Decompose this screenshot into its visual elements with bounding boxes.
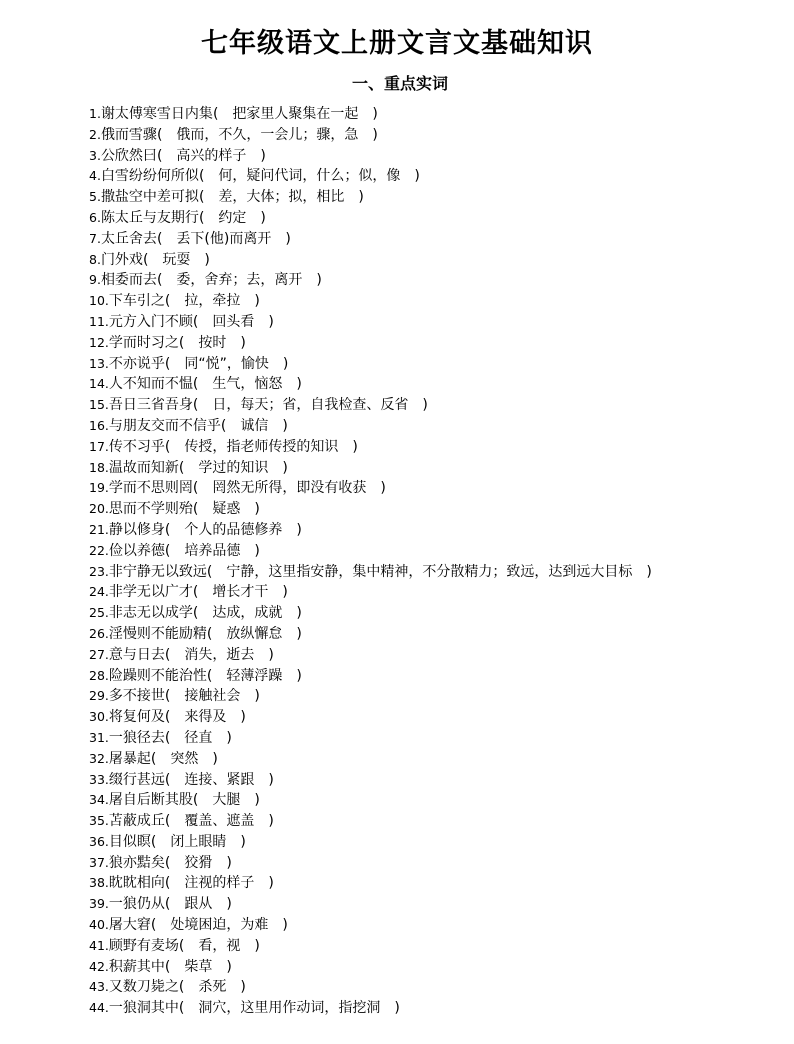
list-item — [89, 312, 652, 333]
close-parenthesis: ) — [226, 854, 232, 871]
entry-number: 19. — [89, 480, 109, 496]
entry-number: 35. — [89, 813, 109, 829]
list-item — [89, 104, 652, 125]
open-parenthesis: ( — [164, 438, 171, 455]
list-item — [89, 582, 652, 603]
close-parenthesis: ) — [268, 771, 274, 788]
entry-number: 18. — [89, 459, 109, 475]
list-item — [89, 707, 652, 728]
entry-meaning: 玩耍 — [162, 251, 191, 268]
close-parenthesis: ) — [240, 709, 246, 726]
entry-phrase: 与朋友交而不信乎 — [108, 417, 221, 434]
entry-number: 7. — [89, 230, 101, 246]
list-item — [89, 270, 652, 291]
close-parenthesis: ) — [260, 147, 266, 164]
entry-meaning: 柴草 — [184, 958, 213, 975]
close-parenthesis: ) — [204, 251, 210, 268]
entry-meaning: 差，大体；拟，相比 — [218, 189, 345, 206]
open-parenthesis: ( — [178, 979, 185, 996]
close-parenthesis: ) — [226, 896, 232, 913]
entry-phrase: 人不知而不愠 — [108, 376, 193, 393]
entry-number: 23. — [89, 563, 109, 579]
entry-meaning: 传授，指老师传授的知识 — [184, 438, 339, 455]
entry-meaning: 回头看 — [212, 313, 255, 330]
entry-number: 15. — [89, 397, 109, 413]
entry-phrase: 谢太傅寒雪日内集 — [100, 106, 213, 122]
close-parenthesis: ) — [414, 168, 420, 185]
entry-meaning: 罔然无所得，即没有收获 — [212, 480, 367, 497]
entry-phrase: 传不习乎 — [108, 438, 165, 455]
entry-number: 2. — [89, 126, 101, 142]
list-item — [89, 645, 652, 666]
entry-meaning: 注视的样子 — [184, 875, 255, 892]
entry-phrase: 一狼仍从 — [108, 896, 165, 913]
entry-meaning: 闭上眼睛 — [170, 833, 227, 850]
open-parenthesis: ( — [212, 106, 219, 122]
entry-phrase: 意与日去 — [108, 646, 165, 663]
entry-meaning: 培养品德 — [184, 542, 241, 559]
entry-meaning: 学过的知识 — [198, 459, 269, 476]
close-parenthesis: ) — [254, 688, 260, 705]
open-parenthesis: ( — [164, 521, 171, 538]
entry-meaning: 轻薄浮躁 — [226, 667, 283, 684]
open-parenthesis: ( — [178, 937, 185, 954]
entry-phrase: 又数刀毙之 — [108, 979, 179, 996]
list-item — [89, 749, 652, 770]
entry-phrase: 相委而去 — [100, 272, 157, 289]
entry-meaning: 个人的品德修养 — [184, 521, 283, 538]
close-parenthesis: ) — [282, 355, 289, 372]
list-item — [89, 250, 652, 271]
section-heading: 一、重点实词 — [351, 74, 448, 93]
entry-meaning: 丢下(他)而离开 — [176, 230, 272, 247]
close-parenthesis: ) — [372, 126, 378, 143]
close-parenthesis: ) — [254, 937, 260, 954]
entry-phrase: 不亦说乎 — [108, 355, 165, 372]
close-parenthesis: ) — [352, 438, 358, 455]
close-parenthesis: ) — [282, 584, 288, 601]
entry-phrase: 吾日三省吾身 — [108, 397, 193, 414]
entry-meaning: 覆盖、遮盖 — [184, 813, 255, 830]
open-parenthesis: ( — [164, 729, 171, 746]
entry-number: 3. — [89, 147, 101, 163]
list-item — [89, 374, 652, 395]
close-parenthesis: ) — [380, 480, 386, 497]
entry-meaning: 日，每天；省，自我检查、反省 — [212, 397, 409, 414]
entry-number: 24. — [89, 584, 109, 600]
entry-meaning: 把家里人聚集在一起 — [232, 106, 359, 122]
list-item — [89, 520, 652, 541]
entry-meaning: 接触社会 — [184, 688, 241, 705]
entry-phrase: 积薪其中 — [108, 958, 165, 975]
list-item — [89, 478, 652, 499]
entry-number: 39. — [89, 896, 109, 912]
entry-phrase: 苫蔽成丘 — [108, 813, 165, 830]
entry-meaning: 按时 — [198, 334, 227, 351]
close-parenthesis: ) — [240, 833, 246, 850]
open-parenthesis: ( — [192, 605, 199, 622]
entry-number: 44. — [89, 1000, 109, 1016]
close-parenthesis: ) — [254, 501, 260, 518]
list-item — [89, 458, 652, 479]
close-parenthesis: ) — [282, 459, 288, 476]
entry-number: 40. — [89, 917, 109, 933]
open-parenthesis: ( — [178, 1000, 185, 1017]
open-parenthesis: ( — [206, 667, 213, 684]
list-item — [89, 977, 652, 998]
list-item — [89, 770, 652, 791]
open-parenthesis: ( — [220, 417, 227, 434]
open-parenthesis: ( — [164, 646, 171, 663]
open-parenthesis: ( — [192, 792, 199, 809]
open-parenthesis: ( — [192, 313, 199, 330]
close-parenthesis: ) — [260, 209, 266, 226]
close-parenthesis: ) — [282, 417, 288, 434]
list-item — [89, 603, 652, 624]
close-parenthesis: ) — [254, 293, 260, 310]
open-parenthesis: ( — [198, 209, 205, 226]
entry-meaning: 疑惑 — [212, 501, 241, 518]
entry-number: 31. — [89, 729, 109, 745]
open-parenthesis: ( — [164, 771, 171, 788]
list-item — [89, 333, 652, 354]
entry-number: 41. — [89, 937, 109, 953]
list-item — [89, 624, 652, 645]
open-parenthesis: ( — [164, 958, 171, 975]
entry-number: 8. — [89, 251, 101, 267]
entry-phrase: 缀行甚远 — [108, 771, 165, 788]
entry-phrase: 白雪纷纷何所似 — [100, 168, 199, 185]
open-parenthesis: ( — [150, 833, 157, 850]
entry-number: 20. — [89, 501, 109, 517]
list-item — [89, 354, 652, 375]
entry-phrase: 陈太丘与友期行 — [100, 209, 199, 226]
entry-phrase: 屠暴起 — [108, 750, 151, 767]
list-item — [89, 998, 652, 1019]
entry-phrase: 太丘舍去 — [100, 230, 157, 247]
open-parenthesis: ( — [156, 147, 163, 164]
open-parenthesis: ( — [164, 542, 171, 559]
close-parenthesis: ) — [296, 605, 302, 622]
close-parenthesis: ) — [226, 958, 232, 975]
entry-phrase: 顾野有麦场 — [108, 937, 179, 954]
open-parenthesis: ( — [164, 709, 171, 726]
list-item — [89, 936, 652, 957]
entry-meaning: 同“悦”，愉快 — [184, 355, 269, 372]
list-item — [89, 416, 652, 437]
entry-number: 1. — [89, 106, 101, 121]
open-parenthesis: ( — [198, 189, 205, 206]
entry-phrase: 非学无以广才 — [108, 584, 193, 601]
close-parenthesis: ) — [358, 189, 364, 206]
entry-phrase: 屠自后断其股 — [108, 792, 193, 809]
entry-meaning: 生气，恼怒 — [212, 376, 283, 393]
list-item — [89, 873, 652, 894]
vocabulary-list — [89, 104, 652, 1019]
entry-phrase: 一狼洞其中 — [108, 1000, 179, 1017]
entry-phrase: 淫慢则不能励精 — [108, 625, 207, 642]
entry-number: 38. — [89, 875, 109, 891]
entry-number: 28. — [89, 667, 109, 683]
entry-number: 36. — [89, 833, 109, 849]
entry-number: 13. — [89, 355, 109, 371]
list-item — [89, 790, 652, 811]
list-item — [89, 562, 652, 583]
list-item — [89, 832, 652, 853]
list-item — [89, 125, 652, 146]
entry-phrase: 险躁则不能治性 — [108, 667, 207, 684]
entry-number: 6. — [89, 209, 101, 225]
open-parenthesis: ( — [142, 251, 149, 268]
open-parenthesis: ( — [164, 293, 171, 310]
open-parenthesis: ( — [164, 896, 171, 913]
entry-number: 42. — [89, 958, 109, 974]
open-parenthesis: ( — [192, 397, 199, 414]
entry-meaning: 高兴的样子 — [176, 147, 247, 164]
entry-meaning: 委，舍弃；去，离开 — [176, 272, 303, 289]
entry-phrase: 多不接世 — [108, 688, 165, 705]
entry-phrase: 狼亦黠矣 — [108, 854, 165, 871]
open-parenthesis: ( — [156, 272, 163, 289]
entry-meaning: 约定 — [218, 209, 247, 226]
list-item — [89, 686, 652, 707]
entry-phrase: 目似瞑 — [108, 833, 151, 850]
entry-phrase: 一狼径去 — [108, 729, 165, 746]
open-parenthesis: ( — [164, 355, 171, 372]
entry-phrase: 公欣然曰 — [100, 147, 157, 164]
entry-meaning: 径直 — [184, 729, 213, 746]
entry-phrase: 思而不学则殆 — [108, 501, 193, 518]
entry-phrase: 学而不思则罔 — [108, 480, 193, 497]
close-parenthesis: ) — [372, 106, 378, 122]
entry-meaning: 达成，成就 — [212, 605, 283, 622]
open-parenthesis: ( — [150, 750, 157, 767]
entry-phrase: 学而时习之 — [108, 334, 179, 351]
entry-number: 26. — [89, 625, 109, 641]
entry-meaning: 放纵懈怠 — [226, 625, 283, 642]
entry-number: 27. — [89, 646, 109, 662]
entry-phrase: 屠大窘 — [108, 917, 151, 934]
list-item — [89, 208, 652, 229]
page-title: 七年级语文上册文言文基础知识 — [201, 28, 593, 59]
close-parenthesis: ) — [296, 376, 302, 393]
entry-number: 5. — [89, 189, 101, 205]
entry-meaning: 大腿 — [212, 792, 241, 809]
close-parenthesis: ) — [254, 542, 260, 559]
entry-number: 37. — [89, 854, 109, 870]
entry-meaning: 诚信 — [240, 417, 269, 434]
open-parenthesis: ( — [156, 230, 163, 247]
close-parenthesis: ) — [268, 813, 274, 830]
entry-number: 22. — [89, 542, 109, 558]
close-parenthesis: ) — [226, 729, 232, 746]
entry-meaning: 增长才干 — [212, 584, 269, 601]
entry-number: 14. — [89, 376, 109, 392]
entry-phrase: 非志无以成学 — [108, 605, 193, 622]
open-parenthesis: ( — [192, 501, 199, 518]
list-item — [89, 166, 652, 187]
close-parenthesis: ) — [316, 272, 322, 289]
list-item — [89, 541, 652, 562]
entry-phrase: 下车引之 — [108, 293, 165, 310]
close-parenthesis: ) — [240, 979, 246, 996]
open-parenthesis: ( — [192, 584, 199, 601]
entry-phrase: 眈眈相向 — [108, 875, 165, 892]
entry-number: 30. — [89, 709, 109, 725]
entry-meaning: 看，视 — [198, 937, 241, 954]
entry-phrase: 门外戏 — [100, 251, 143, 268]
open-parenthesis: ( — [164, 875, 171, 892]
list-item — [89, 229, 652, 250]
list-item — [89, 957, 652, 978]
close-parenthesis: ) — [285, 230, 291, 247]
entry-number: 11. — [89, 313, 109, 329]
entry-phrase: 俄而雪骤 — [100, 126, 157, 143]
close-parenthesis: ) — [254, 792, 260, 809]
list-item — [89, 291, 652, 312]
entry-number: 43. — [89, 979, 109, 995]
entry-meaning: 连接、紧跟 — [184, 771, 255, 788]
list-item — [89, 811, 652, 832]
list-item — [89, 666, 652, 687]
open-parenthesis: ( — [178, 334, 185, 351]
close-parenthesis: ) — [268, 313, 274, 330]
open-parenthesis: ( — [164, 813, 171, 830]
close-parenthesis: ) — [296, 667, 302, 684]
list-item — [89, 853, 652, 874]
list-item — [89, 499, 652, 520]
entry-number: 9. — [89, 272, 101, 288]
close-parenthesis: ) — [212, 750, 218, 767]
entry-number: 34. — [89, 792, 109, 808]
entry-phrase: 撒盐空中差可拟 — [100, 189, 199, 206]
entry-meaning: 来得及 — [184, 709, 227, 726]
list-item — [89, 395, 652, 416]
entry-meaning: 拉，牵拉 — [184, 293, 241, 310]
entry-phrase: 将复何及 — [108, 709, 165, 726]
list-item — [89, 915, 652, 936]
entry-meaning: 处境困迫，为难 — [170, 917, 269, 934]
entry-meaning: 跟从 — [184, 896, 213, 913]
close-parenthesis: ) — [240, 334, 246, 351]
list-item — [89, 728, 652, 749]
open-parenthesis: ( — [164, 854, 171, 871]
entry-phrase: 俭以养德 — [108, 542, 165, 559]
close-parenthesis: ) — [422, 397, 428, 414]
entry-number: 21. — [89, 521, 109, 537]
open-parenthesis: ( — [150, 917, 157, 934]
list-item — [89, 146, 652, 167]
close-parenthesis: ) — [268, 875, 274, 892]
entry-number: 4. — [89, 168, 101, 184]
entry-phrase: 元方入门不顾 — [108, 313, 193, 330]
entry-number: 32. — [89, 750, 109, 766]
entry-meaning: 杀死 — [198, 979, 227, 996]
entry-meaning: 俄而，不久，一会儿；骤，急 — [176, 126, 359, 143]
open-parenthesis: ( — [156, 126, 163, 143]
open-parenthesis: ( — [192, 480, 199, 497]
entry-number: 29. — [89, 688, 109, 704]
close-parenthesis: ) — [282, 917, 288, 934]
open-parenthesis: ( — [206, 563, 213, 580]
open-parenthesis: ( — [198, 168, 205, 185]
entry-meaning: 何，疑问代词，什么；似，像 — [218, 168, 401, 185]
open-parenthesis: ( — [206, 625, 213, 642]
close-parenthesis: ) — [394, 1000, 400, 1017]
open-parenthesis: ( — [178, 459, 185, 476]
entry-meaning: 突然 — [170, 750, 199, 767]
entry-number: 10. — [89, 293, 109, 309]
entry-number: 25. — [89, 605, 109, 621]
entry-number: 33. — [89, 771, 109, 787]
close-parenthesis: ) — [646, 563, 652, 580]
entry-phrase: 温故而知新 — [108, 459, 179, 476]
list-item — [89, 437, 652, 458]
entry-number: 16. — [89, 417, 109, 433]
open-parenthesis: ( — [192, 376, 199, 393]
entry-phrase: 静以修身 — [108, 521, 165, 538]
entry-phrase: 非宁静无以致远 — [108, 563, 207, 580]
close-parenthesis: ) — [296, 625, 302, 642]
entry-meaning: 宁静，这里指安静，集中精神，不分散精力；致远，达到远大目标 — [226, 563, 633, 580]
open-parenthesis: ( — [164, 688, 171, 705]
entry-meaning: 狡猾 — [184, 854, 213, 871]
entry-meaning: 洞穴，这里用作动词，指挖洞 — [198, 1000, 381, 1017]
entry-number: 12. — [89, 334, 109, 350]
list-item — [89, 894, 652, 915]
entry-number: 17. — [89, 438, 109, 454]
close-parenthesis: ) — [268, 646, 274, 663]
list-item — [89, 187, 652, 208]
close-parenthesis: ) — [296, 521, 302, 538]
entry-meaning: 消失，逝去 — [184, 646, 255, 663]
